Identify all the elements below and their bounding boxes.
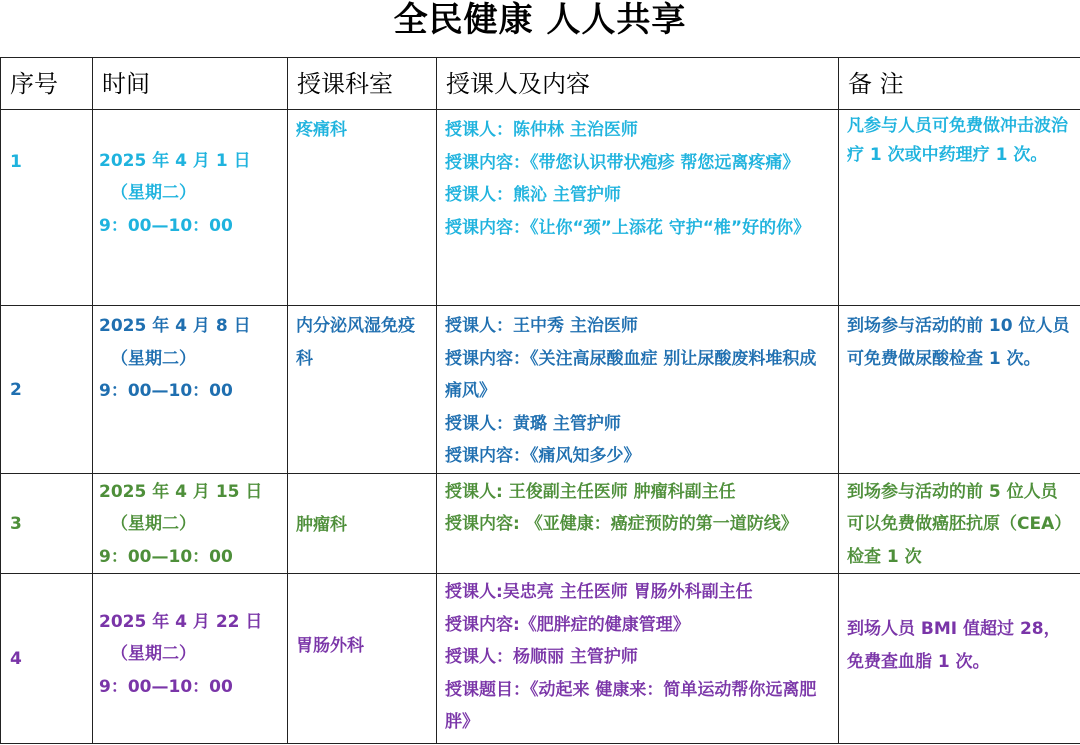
row-line: 授课内容：《痛风知多少》 (445, 446, 641, 466)
row-date: 2025 年 4 月 1 日 (99, 150, 251, 171)
page-title: 全民健康 人人共享 (393, 0, 687, 40)
row-date: 2025 年 4 月 22 日 (99, 611, 263, 632)
row-dept: 胃肠外科 (288, 574, 437, 744)
row-line: 授课人:吴忠亮 主任医师 胃肠外科副主任 (445, 582, 753, 602)
row-date: 2025 年 4 月 15 日 (99, 481, 263, 502)
row-note: 到场参与活动的前 5 位人员可以免费做癌胚抗原（CEA）检查 1 次 (839, 473, 1080, 574)
schedule-table (0, 57, 1080, 744)
row-time (93, 110, 288, 306)
row-line: 授课人：黄璐 主管护师 (445, 413, 621, 434)
row-time (93, 473, 288, 574)
row-line: 授课题目：《动起来 健康来：简单运动帮你远离肥胖》 (445, 679, 817, 732)
row-time (93, 306, 288, 474)
header-content: 授课人及内容 (437, 58, 839, 110)
row-weekday: （星期二） (111, 348, 196, 369)
row-line: 授课内容:《肥胖症的健康管理》 (445, 614, 690, 635)
row-hours: 9：00—10：00 (99, 215, 233, 236)
row-line: 授课内容：《带您认识带状疱疹 帮您远离疼痛》 (445, 152, 800, 173)
row-weekday: （星期二） (111, 183, 196, 204)
table-row (1, 110, 1080, 306)
row-seq: 1 (1, 110, 93, 306)
row-date: 2025 年 4 月 8 日 (99, 316, 251, 336)
row-hours: 9：00—10：00 (99, 546, 233, 567)
row-weekday: （星期二） (111, 514, 196, 534)
row-weekday: （星期二） (111, 644, 196, 665)
row-line: 授课人：王中秀 主治医师 (445, 316, 638, 336)
header-dept: 授课科室 (288, 58, 437, 110)
row-line: 授课人：杨顺丽 主管护师 (445, 647, 638, 667)
row-time (93, 574, 288, 744)
row-content (437, 306, 839, 474)
row-hours: 9：00—10：00 (99, 676, 233, 697)
table-row (1, 473, 1080, 574)
row-content (437, 574, 839, 744)
row-line: 授课内容: 《亚健康：癌症预防的第一道防线》 (445, 514, 798, 534)
row-line: 授课内容：《让你“颈”上添花 守护“椎”好的你》 (445, 217, 811, 238)
row-line: 授课人: 王俊副主任医师 肿瘤科副主任 (445, 481, 736, 502)
row-hours: 9：00—10：00 (99, 381, 233, 401)
row-dept: 内分泌风湿免疫科 (288, 306, 437, 474)
row-seq: 2 (1, 306, 93, 474)
row-dept: 肿瘤科 (288, 473, 437, 574)
row-line: 授课人：熊沁 主管护师 (445, 185, 621, 205)
table-row (1, 306, 1080, 474)
row-content (437, 473, 839, 574)
row-line: 授课内容：《关注高尿酸血症 别让尿酸废料堆积成痛风》 (445, 348, 817, 401)
row-seq: 4 (1, 574, 93, 744)
row-dept: 疼痛科 (288, 110, 437, 306)
table-header-row (1, 58, 1080, 110)
header-seq: 序号 (1, 58, 93, 110)
row-content (437, 110, 839, 306)
row-line: 授课人：陈仲林 主治医师 (445, 120, 638, 140)
header-note: 备 注 (839, 58, 1080, 110)
row-note: 凡参与人员可免费做冲击波治疗 1 次或中药理疗 1 次。 (839, 110, 1080, 306)
row-seq: 3 (1, 473, 93, 574)
header-time: 时间 (93, 58, 288, 110)
row-note: 到场人员 BMI 值超过 28，免费查血脂 1 次。 (839, 574, 1080, 744)
row-note: 到场参与活动的前 10 位人员可免费做尿酸检查 1 次。 (839, 306, 1080, 474)
table-row (1, 574, 1080, 744)
